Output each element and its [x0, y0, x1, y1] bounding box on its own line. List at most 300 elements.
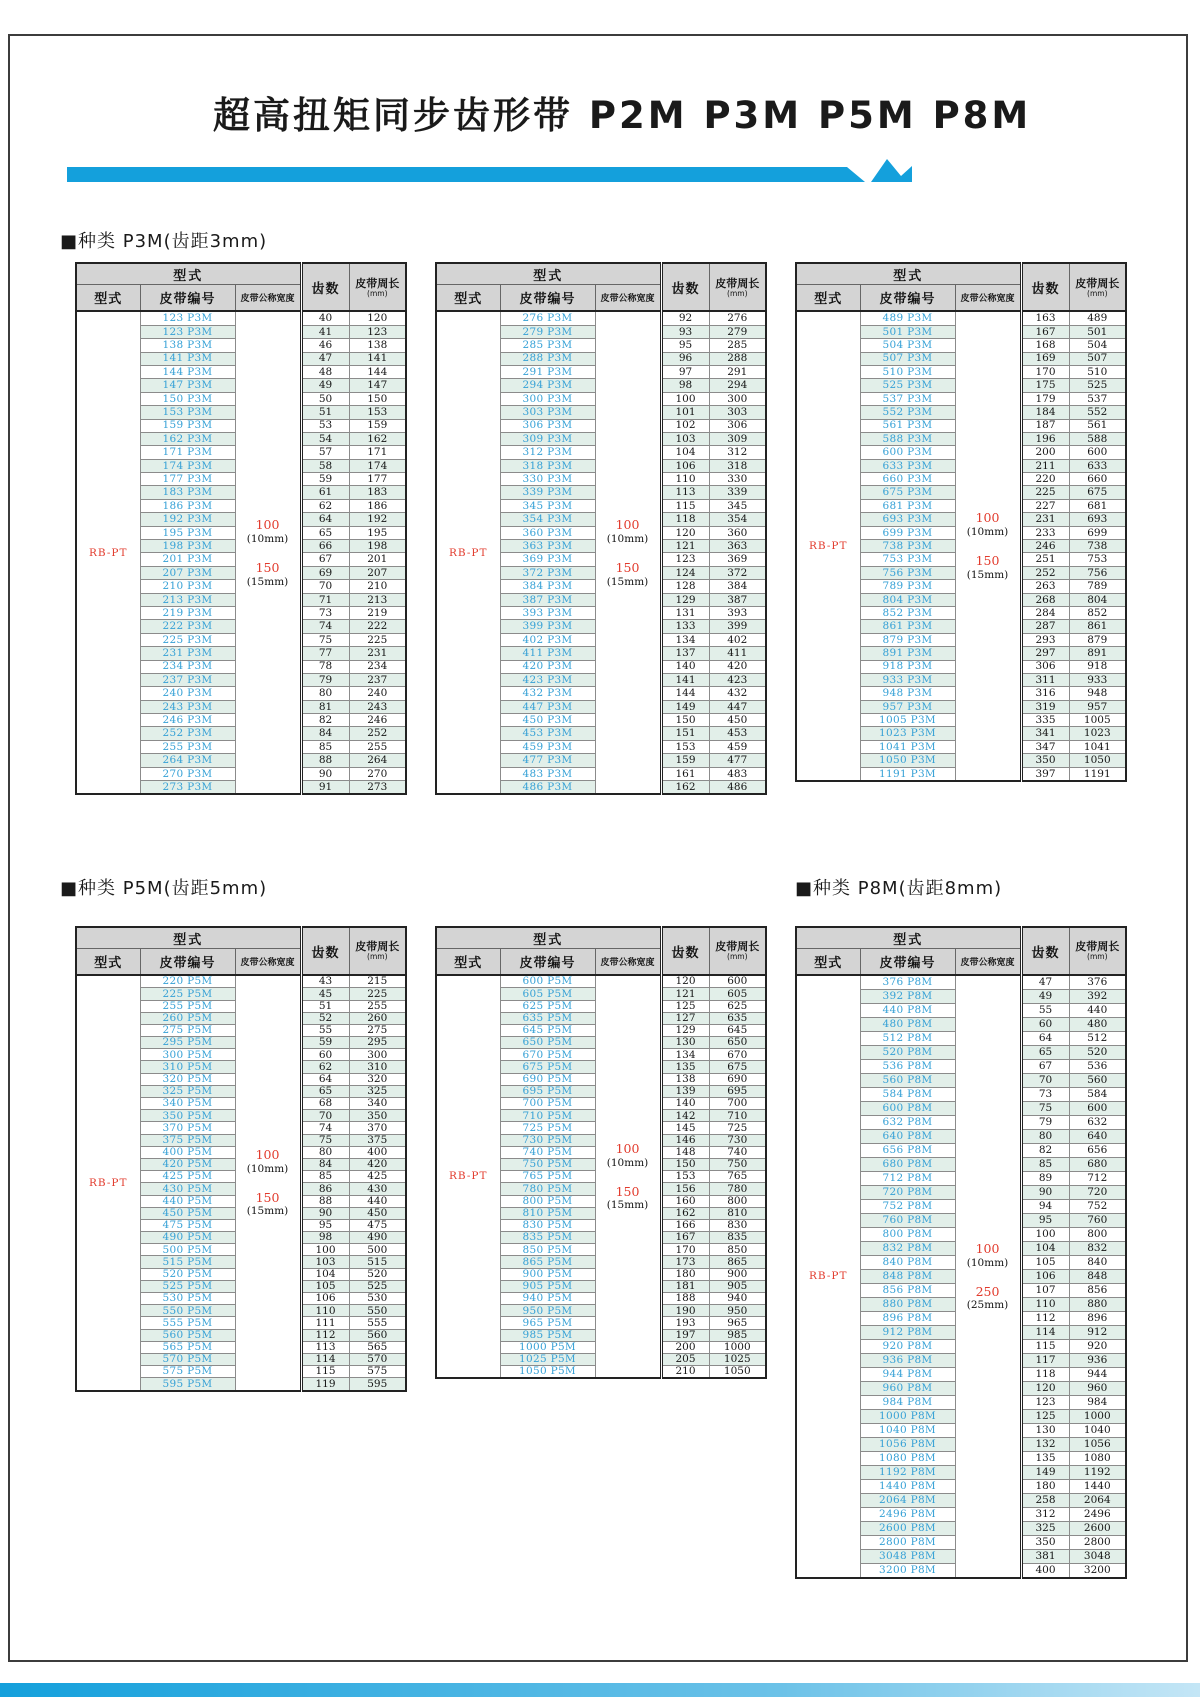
header-width: 皮带公称宽度: [955, 285, 1021, 312]
belt-no-cell: 489 P3M: [860, 311, 955, 325]
teeth-cell: 43: [301, 975, 349, 988]
belt-no-cell: 605 P5M: [500, 988, 595, 1000]
header-length: [1069, 927, 1126, 975]
length-cell: 865: [709, 1256, 766, 1268]
belt-no-cell: 765 P5M: [500, 1171, 595, 1183]
belt-no-cell: 880 P8M: [860, 1298, 955, 1312]
belt-no-cell: 575 P5M: [140, 1366, 235, 1378]
header-teeth: 齿数: [661, 927, 709, 975]
teeth-cell: 153: [661, 740, 709, 753]
length-cell: 588: [1069, 432, 1126, 445]
header-model: 型式: [796, 949, 860, 976]
belt-no-cell: 515 P5M: [140, 1256, 235, 1268]
length-cell: 310: [349, 1061, 406, 1073]
teeth-cell: 153: [661, 1171, 709, 1183]
length-cell: 753: [1069, 553, 1126, 566]
length-cell: 656: [1069, 1144, 1126, 1158]
teeth-cell: 70: [301, 580, 349, 593]
length-cell: 215: [349, 975, 406, 988]
length-cell: 905: [709, 1280, 766, 1292]
teeth-cell: 200: [1021, 446, 1069, 459]
length-cell: 486: [709, 781, 766, 795]
belt-no-cell: 507 P3M: [860, 352, 955, 365]
length-cell: 600: [1069, 446, 1126, 459]
teeth-cell: 231: [1021, 513, 1069, 526]
model-cell: RB-PT: [436, 311, 500, 794]
belt-no-cell: 477 P3M: [500, 754, 595, 767]
teeth-cell: 149: [661, 700, 709, 713]
belt-no-cell: 360 P3M: [500, 526, 595, 539]
width-size: (15mm): [606, 575, 649, 588]
teeth-cell: 79: [301, 673, 349, 686]
width-size: (15mm): [606, 1199, 649, 1212]
width-size: (15mm): [966, 568, 1009, 581]
belt-no-cell: 780 P5M: [500, 1183, 595, 1195]
length-cell: 219: [349, 606, 406, 619]
length-cell: 360: [709, 526, 766, 539]
length-cell: 537: [1069, 392, 1126, 405]
length-cell: 645: [709, 1024, 766, 1036]
length-cell: 1041: [1069, 740, 1126, 753]
width-value: 100: [615, 517, 640, 533]
teeth-cell: 135: [661, 1061, 709, 1073]
length-cell: 2064: [1069, 1494, 1126, 1508]
belt-no-cell: 325 P5M: [140, 1085, 235, 1097]
length-cell: 222: [349, 620, 406, 633]
belt-no-cell: 486 P3M: [500, 781, 595, 795]
belt-no-cell: 420 P3M: [500, 660, 595, 673]
length-cell: 789: [1069, 580, 1126, 593]
teeth-cell: 200: [661, 1341, 709, 1353]
belt-no-cell: 219 P3M: [140, 606, 235, 619]
header-model: 型式: [796, 285, 860, 312]
length-cell: 425: [349, 1171, 406, 1183]
belt-no-cell: 933 P3M: [860, 673, 955, 686]
teeth-cell: 51: [301, 406, 349, 419]
belt-no-cell: 295 P5M: [140, 1037, 235, 1049]
belt-no-cell: 243 P3M: [140, 700, 235, 713]
belt-no-cell: 660 P3M: [860, 473, 955, 486]
belt-no-cell: 905 P5M: [500, 1280, 595, 1292]
header-model-group: 型式: [796, 263, 1021, 285]
belt-no-cell: 285 P3M: [500, 339, 595, 352]
header-belt-no: 皮带编号: [500, 285, 595, 312]
teeth-cell: 80: [301, 1146, 349, 1158]
belt-no-cell: 198 P3M: [140, 540, 235, 553]
belt-no-cell: 123 P3M: [140, 311, 235, 325]
teeth-cell: 287: [1021, 620, 1069, 633]
length-cell: 520: [1069, 1046, 1126, 1060]
teeth-cell: 163: [1021, 311, 1069, 325]
width-value: 150: [255, 559, 280, 575]
belt-no-cell: 345 P3M: [500, 499, 595, 512]
teeth-cell: 118: [1021, 1368, 1069, 1382]
header-model: 型式: [436, 285, 500, 312]
teeth-cell: 112: [1021, 1312, 1069, 1326]
header-length-label: 皮带周长: [715, 940, 760, 954]
length-cell: 234: [349, 660, 406, 673]
belt-no-cell: 1050 P3M: [860, 754, 955, 767]
teeth-cell: 312: [1021, 1508, 1069, 1522]
belt-no-cell: 960 P8M: [860, 1382, 955, 1396]
length-cell: 861: [1069, 620, 1126, 633]
header-belt-no: 皮带编号: [140, 285, 235, 312]
teeth-cell: 181: [661, 1280, 709, 1292]
belt-no-cell: 141 P3M: [140, 352, 235, 365]
length-cell: 210: [349, 580, 406, 593]
length-cell: 345: [709, 499, 766, 512]
teeth-cell: 96: [661, 352, 709, 365]
belt-no-cell: 339 P3M: [500, 486, 595, 499]
teeth-cell: 90: [1021, 1186, 1069, 1200]
length-cell: 738: [1069, 540, 1126, 553]
belt-no-cell: 1050 P5M: [500, 1366, 595, 1379]
length-cell: 832: [1069, 1242, 1126, 1256]
teeth-cell: 184: [1021, 406, 1069, 419]
length-cell: 625: [709, 1000, 766, 1012]
belt-no-cell: 965 P5M: [500, 1317, 595, 1329]
length-cell: 948: [1069, 687, 1126, 700]
teeth-cell: 75: [301, 1134, 349, 1146]
teeth-cell: 98: [301, 1232, 349, 1244]
length-cell: 303: [709, 406, 766, 419]
model-cell: RB-PT: [436, 975, 500, 1378]
teeth-cell: 169: [1021, 352, 1069, 365]
length-cell: 780: [709, 1183, 766, 1195]
teeth-cell: 251: [1021, 553, 1069, 566]
belt-no-cell: 363 P3M: [500, 540, 595, 553]
belt-no-cell: 432 P3M: [500, 687, 595, 700]
belt-no-cell: 840 P8M: [860, 1256, 955, 1270]
table-row: [436, 311, 766, 325]
length-cell: 312: [709, 446, 766, 459]
length-cell: 420: [349, 1158, 406, 1170]
length-cell: 392: [1069, 990, 1126, 1004]
length-cell: 483: [709, 767, 766, 780]
length-cell: 231: [349, 647, 406, 660]
belt-no-cell: 475 P5M: [140, 1219, 235, 1231]
teeth-cell: 258: [1021, 1494, 1069, 1508]
belt-no-cell: 710 P5M: [500, 1110, 595, 1122]
belt-no-cell: 480 P8M: [860, 1018, 955, 1032]
teeth-cell: 196: [1021, 432, 1069, 445]
teeth-cell: 227: [1021, 499, 1069, 512]
length-cell: 765: [709, 1171, 766, 1183]
belt-no-cell: 2600 P8M: [860, 1522, 955, 1536]
belt-no-cell: 453 P3M: [500, 727, 595, 740]
teeth-cell: 211: [1021, 459, 1069, 472]
header-model-group: 型式: [436, 927, 661, 949]
teeth-cell: 98: [661, 379, 709, 392]
length-cell: 635: [709, 1012, 766, 1024]
length-cell: 246: [349, 714, 406, 727]
header-length-unit: (mm): [727, 288, 748, 298]
length-cell: 440: [349, 1195, 406, 1207]
teeth-cell: 49: [1021, 990, 1069, 1004]
teeth-cell: 54: [301, 432, 349, 445]
header-length: [709, 263, 766, 311]
length-cell: 369: [709, 553, 766, 566]
belt-no-cell: 1191 P3M: [860, 767, 955, 781]
belt-no-cell: 330 P3M: [500, 473, 595, 486]
teeth-cell: 167: [661, 1232, 709, 1244]
width-size: (10mm): [246, 1162, 289, 1175]
length-cell: 575: [349, 1366, 406, 1378]
teeth-cell: 51: [301, 1000, 349, 1012]
length-cell: 695: [709, 1085, 766, 1097]
length-cell: 1050: [1069, 754, 1126, 767]
belt-no-cell: 852 P3M: [860, 606, 955, 619]
teeth-cell: 104: [1021, 1242, 1069, 1256]
length-cell: 252: [349, 727, 406, 740]
length-cell: 430: [349, 1183, 406, 1195]
section-heading-p5m: ■种类 P5M(齿距5mm): [60, 878, 268, 900]
teeth-cell: 173: [661, 1256, 709, 1268]
teeth-cell: 104: [301, 1268, 349, 1280]
teeth-cell: 146: [661, 1134, 709, 1146]
length-cell: 174: [349, 459, 406, 472]
belt-no-cell: 306 P3M: [500, 419, 595, 432]
teeth-cell: 156: [661, 1183, 709, 1195]
length-cell: 699: [1069, 526, 1126, 539]
length-cell: 306: [709, 419, 766, 432]
width-value: 150: [975, 553, 1000, 569]
belt-no-cell: 700 P5M: [500, 1098, 595, 1110]
header-length-label: 皮带周长: [715, 276, 760, 290]
length-cell: 318: [709, 459, 766, 472]
belt-no-cell: 312 P3M: [500, 446, 595, 459]
teeth-cell: 350: [1021, 1536, 1069, 1550]
belt-no-cell: 440 P8M: [860, 1004, 955, 1018]
teeth-cell: 60: [301, 1049, 349, 1061]
length-cell: 830: [709, 1219, 766, 1231]
belt-table-p8m-1: [795, 926, 1127, 1579]
belt-no-cell: 600 P8M: [860, 1102, 955, 1116]
belt-no-cell: 425 P5M: [140, 1171, 235, 1183]
belt-no-cell: 159 P3M: [140, 419, 235, 432]
length-cell: 363: [709, 540, 766, 553]
teeth-cell: 120: [1021, 1382, 1069, 1396]
length-cell: 561: [1069, 419, 1126, 432]
belt-no-cell: 162 P3M: [140, 432, 235, 445]
belt-no-cell: 832 P8M: [860, 1242, 955, 1256]
belt-no-cell: 500 P5M: [140, 1244, 235, 1256]
teeth-cell: 61: [301, 486, 349, 499]
header-length: [349, 927, 406, 975]
belt-no-cell: 681 P3M: [860, 499, 955, 512]
teeth-cell: 74: [301, 620, 349, 633]
teeth-cell: 110: [1021, 1298, 1069, 1312]
length-cell: 300: [709, 392, 766, 405]
length-cell: 800: [1069, 1228, 1126, 1242]
belt-table-p5m-1: [75, 926, 407, 1391]
width-size: (25mm): [966, 1299, 1009, 1312]
length-cell: 240: [349, 687, 406, 700]
length-cell: 1056: [1069, 1438, 1126, 1452]
length-cell: 120: [349, 311, 406, 325]
teeth-cell: 159: [661, 754, 709, 767]
length-cell: 2496: [1069, 1508, 1126, 1522]
belt-no-cell: 490 P5M: [140, 1232, 235, 1244]
teeth-cell: 65: [301, 526, 349, 539]
belt-no-cell: 561 P3M: [860, 419, 955, 432]
header-width: 皮带公称宽度: [595, 949, 661, 976]
length-cell: 515: [349, 1256, 406, 1268]
belt-no-cell: 1040 P8M: [860, 1424, 955, 1438]
teeth-cell: 130: [661, 1037, 709, 1049]
teeth-cell: 64: [301, 513, 349, 526]
width-value: 100: [975, 1240, 1000, 1256]
length-cell: 255: [349, 740, 406, 753]
width-gap: [956, 1270, 1020, 1284]
belt-no-cell: 483 P3M: [500, 767, 595, 780]
belt-no-cell: 423 P3M: [500, 673, 595, 686]
teeth-cell: 60: [1021, 1018, 1069, 1032]
belt-no-cell: 752 P8M: [860, 1200, 955, 1214]
belt-no-cell: 402 P3M: [500, 633, 595, 646]
belt-no-cell: 510 P3M: [860, 365, 955, 378]
belt-no-cell: 201 P3M: [140, 553, 235, 566]
belt-no-cell: 138 P3M: [140, 339, 235, 352]
length-cell: 192: [349, 513, 406, 526]
belt-no-cell: 153 P3M: [140, 406, 235, 419]
length-cell: 710: [709, 1110, 766, 1122]
teeth-cell: 95: [661, 339, 709, 352]
belt-no-cell: 865 P5M: [500, 1256, 595, 1268]
belt-no-cell: 944 P8M: [860, 1368, 955, 1382]
length-cell: 712: [1069, 1172, 1126, 1186]
teeth-cell: 101: [661, 406, 709, 419]
teeth-cell: 325: [1021, 1522, 1069, 1536]
length-cell: 1440: [1069, 1480, 1126, 1494]
teeth-cell: 129: [661, 1024, 709, 1036]
teeth-cell: 168: [1021, 339, 1069, 352]
table-row: [796, 975, 1126, 990]
length-cell: 560: [1069, 1074, 1126, 1088]
length-cell: 850: [709, 1244, 766, 1256]
length-cell: 650: [709, 1037, 766, 1049]
teeth-cell: 125: [661, 1000, 709, 1012]
belt-no-cell: 177 P3M: [140, 473, 235, 486]
length-cell: 1000: [709, 1341, 766, 1353]
teeth-cell: 73: [301, 606, 349, 619]
width-value: 150: [255, 1189, 280, 1205]
teeth-cell: 49: [301, 379, 349, 392]
header-length: [709, 927, 766, 975]
teeth-cell: 128: [661, 580, 709, 593]
teeth-cell: 82: [301, 714, 349, 727]
teeth-cell: 137: [661, 647, 709, 660]
belt-no-cell: 512 P8M: [860, 1032, 955, 1046]
width-size: (15mm): [246, 1205, 289, 1218]
belt-no-cell: 730 P5M: [500, 1134, 595, 1146]
belt-no-cell: 459 P3M: [500, 740, 595, 753]
teeth-cell: 306: [1021, 660, 1069, 673]
teeth-cell: 139: [661, 1085, 709, 1097]
teeth-cell: 48: [301, 365, 349, 378]
length-cell: 1040: [1069, 1424, 1126, 1438]
teeth-cell: 381: [1021, 1550, 1069, 1564]
teeth-cell: 350: [1021, 754, 1069, 767]
length-cell: 171: [349, 446, 406, 459]
model-cell: RB-PT: [76, 975, 140, 1390]
length-cell: 760: [1069, 1214, 1126, 1228]
belt-no-cell: 1041 P3M: [860, 740, 955, 753]
belt-no-cell: 123 P3M: [140, 325, 235, 338]
belt-table-p3m-2: [435, 262, 767, 795]
width-cell: [235, 975, 301, 1390]
teeth-cell: 71: [301, 593, 349, 606]
width-gap: [596, 546, 660, 560]
teeth-cell: 52: [301, 1012, 349, 1024]
length-cell: 670: [709, 1049, 766, 1061]
teeth-cell: 179: [1021, 392, 1069, 405]
belt-no-cell: 411 P3M: [500, 647, 595, 660]
belt-no-cell: 950 P5M: [500, 1305, 595, 1317]
length-cell: 294: [709, 379, 766, 392]
belt-no-cell: 252 P3M: [140, 727, 235, 740]
belt-no-cell: 273 P3M: [140, 781, 235, 795]
belt-no-cell: 948 P3M: [860, 687, 955, 700]
teeth-cell: 85: [1021, 1158, 1069, 1172]
belt-no-cell: 255 P5M: [140, 1000, 235, 1012]
belt-no-cell: 275 P5M: [140, 1024, 235, 1036]
teeth-cell: 106: [1021, 1270, 1069, 1284]
teeth-cell: 40: [301, 311, 349, 325]
length-cell: 896: [1069, 1312, 1126, 1326]
belt-no-cell: 237 P3M: [140, 673, 235, 686]
teeth-cell: 94: [1021, 1200, 1069, 1214]
belt-no-cell: 147 P3M: [140, 379, 235, 392]
length-cell: 984: [1069, 1396, 1126, 1410]
length-cell: 720: [1069, 1186, 1126, 1200]
length-cell: 1050: [709, 1366, 766, 1379]
length-cell: 300: [349, 1049, 406, 1061]
length-cell: 918: [1069, 660, 1126, 673]
width-size: (10mm): [966, 1256, 1009, 1269]
belt-no-cell: 375 P5M: [140, 1134, 235, 1146]
teeth-cell: 59: [301, 1037, 349, 1049]
header-length: [1069, 263, 1126, 311]
length-cell: 600: [709, 975, 766, 988]
teeth-cell: 167: [1021, 325, 1069, 338]
belt-no-cell: 552 P3M: [860, 406, 955, 419]
belt-no-cell: 440 P5M: [140, 1195, 235, 1207]
belt-no-cell: 525 P3M: [860, 379, 955, 392]
length-cell: 965: [709, 1317, 766, 1329]
length-cell: 605: [709, 988, 766, 1000]
teeth-cell: 284: [1021, 606, 1069, 619]
length-cell: 700: [709, 1098, 766, 1110]
teeth-cell: 140: [661, 1098, 709, 1110]
length-cell: 936: [1069, 1354, 1126, 1368]
belt-table-p3m-3: [795, 262, 1127, 782]
belt-no-cell: 690 P5M: [500, 1073, 595, 1085]
header-model-group: 型式: [796, 927, 1021, 949]
teeth-cell: 187: [1021, 419, 1069, 432]
length-cell: 309: [709, 432, 766, 445]
length-cell: 291: [709, 365, 766, 378]
teeth-cell: 210: [661, 1366, 709, 1379]
length-cell: 255: [349, 1000, 406, 1012]
teeth-cell: 111: [301, 1317, 349, 1329]
belt-no-cell: 1000 P5M: [500, 1341, 595, 1353]
header-model-group: 型式: [76, 927, 301, 949]
teeth-cell: 90: [301, 767, 349, 780]
length-cell: 402: [709, 633, 766, 646]
length-cell: 393: [709, 606, 766, 619]
belt-no-cell: 670 P5M: [500, 1049, 595, 1061]
